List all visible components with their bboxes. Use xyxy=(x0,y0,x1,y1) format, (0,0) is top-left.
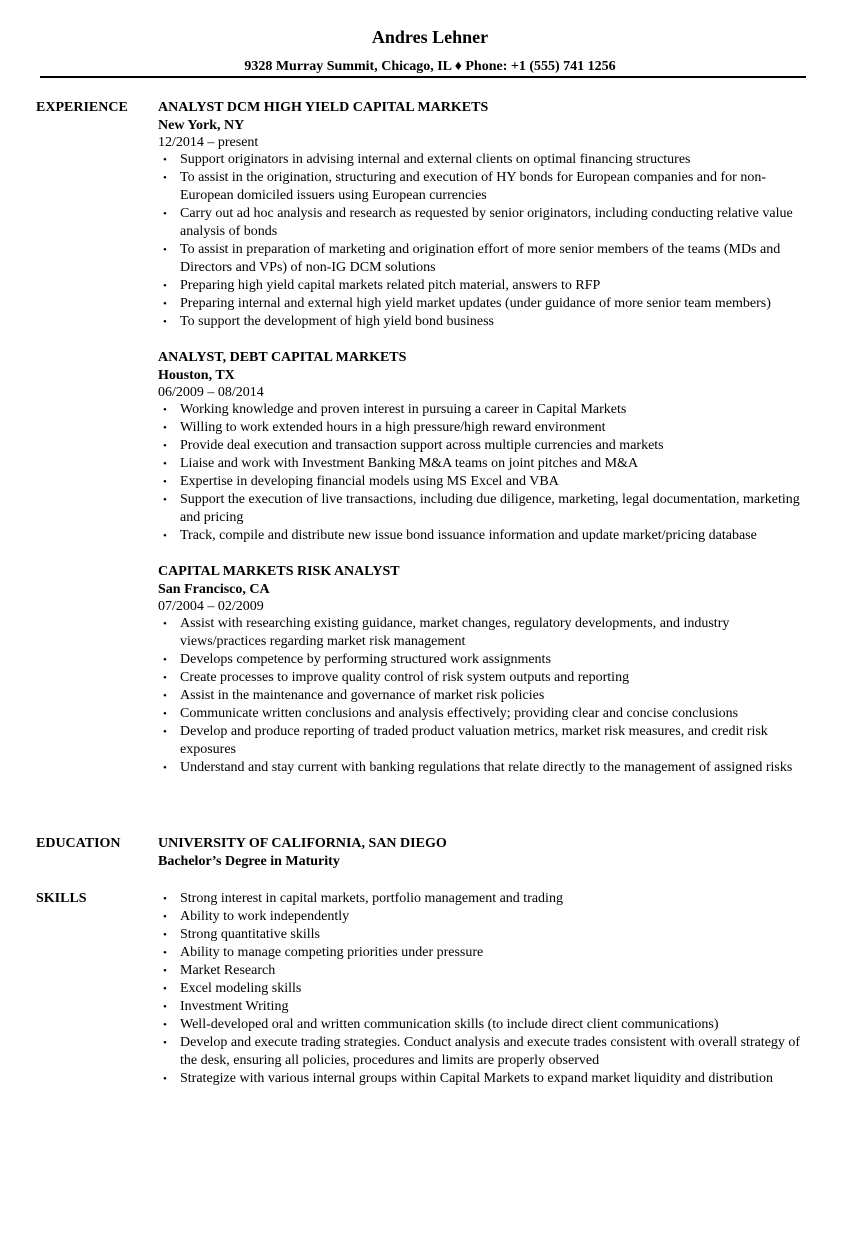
skill-item: • Ability to work independently xyxy=(163,909,350,924)
duty-item: • Understand and stay current with banking regulations that relate directly to the management of assigned risks xyxy=(163,760,793,775)
duty-item: • Carry out ad hoc analysis and research as requested by senior originators, including conducting relative value analysis of bonds xyxy=(163,206,793,239)
duty-item: • Preparing high yield capital markets related pitch material, answers to RFP xyxy=(163,278,601,293)
job-title: ANALYST DCM HIGH YIELD CAPITAL MARKETS xyxy=(158,100,489,115)
skill-item: • Ability to manage competing priorities under pressure xyxy=(163,945,484,960)
duty-item: • To support the development of high yield bond business xyxy=(163,314,494,329)
candidate-name: Andres Lehner xyxy=(371,27,489,47)
duty-item: • Develop and produce reporting of traded product valuation metrics, market risk measures, and credit risk exposures xyxy=(163,724,768,757)
duty-item: • Expertise in developing financial models using MS Excel and VBA xyxy=(163,474,559,489)
bullet-icon: • xyxy=(163,1001,167,1013)
skill-item: • Develop and execute trading strategies. Conduct analysis and execute trades consistent with overall strategy of the desk, ensuring all policies, procedures and limits are properly observed xyxy=(163,1035,801,1068)
skills-list-container xyxy=(158,890,818,1088)
contact-info: 9328 Murray Summit, Chicago, IL ♦ Phone: +1 (555) 741 1256 xyxy=(244,59,616,74)
education-entry xyxy=(158,835,818,871)
school-name: UNIVERSITY OF CALIFORNIA, SAN DIEGO xyxy=(158,836,447,851)
job-duties xyxy=(158,615,818,777)
header-divider xyxy=(40,76,806,78)
duty-item: • Support the execution of live transactions, including due diligence, marketing, legal documentation, marketing and pricing xyxy=(163,492,800,525)
bullet-icon: • xyxy=(163,172,167,184)
section-label-education: EDUCATION xyxy=(36,836,121,851)
bullet-icon: • xyxy=(163,690,167,702)
skill-item: • Investment Writing xyxy=(163,999,289,1014)
duty-item: • Assist with researching existing guidance, market changes, regulatory developments, and industry views/practices regarding market risk management xyxy=(163,616,730,649)
bullet-icon: • xyxy=(163,929,167,941)
job-entry xyxy=(158,99,818,331)
duty-item: • To assist in the origination, structuring and execution of HY bonds for European companies and for non-European domiciled issuers using European currencies xyxy=(163,170,766,203)
bullet-icon: • xyxy=(163,298,167,310)
bullet-icon: • xyxy=(163,1019,167,1031)
section-label-experience: EXPERIENCE xyxy=(36,100,128,115)
degree-name: Bachelor’s Degree in Maturity xyxy=(158,854,340,869)
duty-item: • Liaise and work with Investment Banking M&A teams on joint pitches and M&A xyxy=(163,456,639,471)
bullet-icon: • xyxy=(163,316,167,328)
bullet-icon: • xyxy=(163,458,167,470)
skill-item: • Strong quantitative skills xyxy=(163,927,320,942)
bullet-icon: • xyxy=(163,762,167,774)
experience-list xyxy=(158,99,818,795)
bullet-icon: • xyxy=(163,530,167,542)
bullet-icon: • xyxy=(163,1073,167,1085)
skill-item: • Market Research xyxy=(163,963,276,978)
section-label-skills: SKILLS xyxy=(36,891,87,906)
skill-item: • Strong interest in capital markets, portfolio management and trading xyxy=(163,891,563,906)
bullet-icon: • xyxy=(163,983,167,995)
bullet-icon: • xyxy=(163,422,167,434)
bullet-icon: • xyxy=(163,911,167,923)
duty-item: • Communicate written conclusions and analysis effectively; providing clear and concise conclusions xyxy=(163,706,739,721)
skill-item: • Well-developed oral and written communication skills (to include direct client communications) xyxy=(163,1017,719,1032)
bullet-icon: • xyxy=(163,654,167,666)
duty-item: • Track, compile and distribute new issue bond issuance information and update market/pricing database xyxy=(163,528,757,543)
bullet-icon: • xyxy=(163,726,167,738)
duty-item: • Willing to work extended hours in a high pressure/high reward environment xyxy=(163,420,606,435)
job-duties xyxy=(158,151,818,331)
duty-item: • Working knowledge and proven interest in pursuing a career in Capital Markets xyxy=(163,402,627,417)
duty-item: • Develops competence by performing structured work assignments xyxy=(163,652,551,667)
bullet-icon: • xyxy=(163,672,167,684)
bullet-icon: • xyxy=(163,708,167,720)
duty-item: • Provide deal execution and transaction support across multiple currencies and markets xyxy=(163,438,664,453)
bullet-icon: • xyxy=(163,280,167,292)
bullet-icon: • xyxy=(163,947,167,959)
skills-list xyxy=(158,890,818,1088)
duty-item: • Create processes to improve quality control of risk system outputs and reporting xyxy=(163,670,630,685)
bullet-icon: • xyxy=(163,404,167,416)
bullet-icon: • xyxy=(163,494,167,506)
job-dates: 07/2004 – 02/2009 xyxy=(158,599,264,614)
job-location: Houston, TX xyxy=(158,368,235,383)
job-entry xyxy=(158,349,818,545)
job-location: San Francisco, CA xyxy=(158,582,270,597)
duty-item: • To assist in preparation of marketing and origination effort of more senior members of the teams (MDs and Directors and VPs) of non-IG DCM solutions xyxy=(163,242,781,275)
bullet-icon: • xyxy=(163,208,167,220)
bullet-icon: • xyxy=(163,476,167,488)
bullet-icon: • xyxy=(163,618,167,630)
bullet-icon: • xyxy=(163,154,167,166)
job-dates: 12/2014 – present xyxy=(158,135,259,150)
bullet-icon: • xyxy=(163,1037,167,1049)
duty-item: • Assist in the maintenance and governance of market risk policies xyxy=(163,688,545,703)
duty-item: • Support originators in advising internal and external clients on optimal financing structures xyxy=(163,152,691,167)
duty-item: • Preparing internal and external high yield market updates (under guidance of more senior team members) xyxy=(163,296,771,311)
job-dates: 06/2009 – 08/2014 xyxy=(158,385,264,400)
job-duties xyxy=(158,401,818,545)
bullet-icon: • xyxy=(163,244,167,256)
bullet-icon: • xyxy=(163,440,167,452)
job-entry xyxy=(158,563,818,777)
bullet-icon: • xyxy=(163,965,167,977)
job-title: CAPITAL MARKETS RISK ANALYST xyxy=(158,564,400,579)
job-location: New York, NY xyxy=(158,118,245,133)
bullet-icon: • xyxy=(163,893,167,905)
job-title: ANALYST, DEBT CAPITAL MARKETS xyxy=(158,350,407,365)
skill-item: • Excel modeling skills xyxy=(163,981,302,996)
skill-item: • Strategize with various internal groups within Capital Markets to expand market liquidity and distribution xyxy=(163,1071,773,1086)
